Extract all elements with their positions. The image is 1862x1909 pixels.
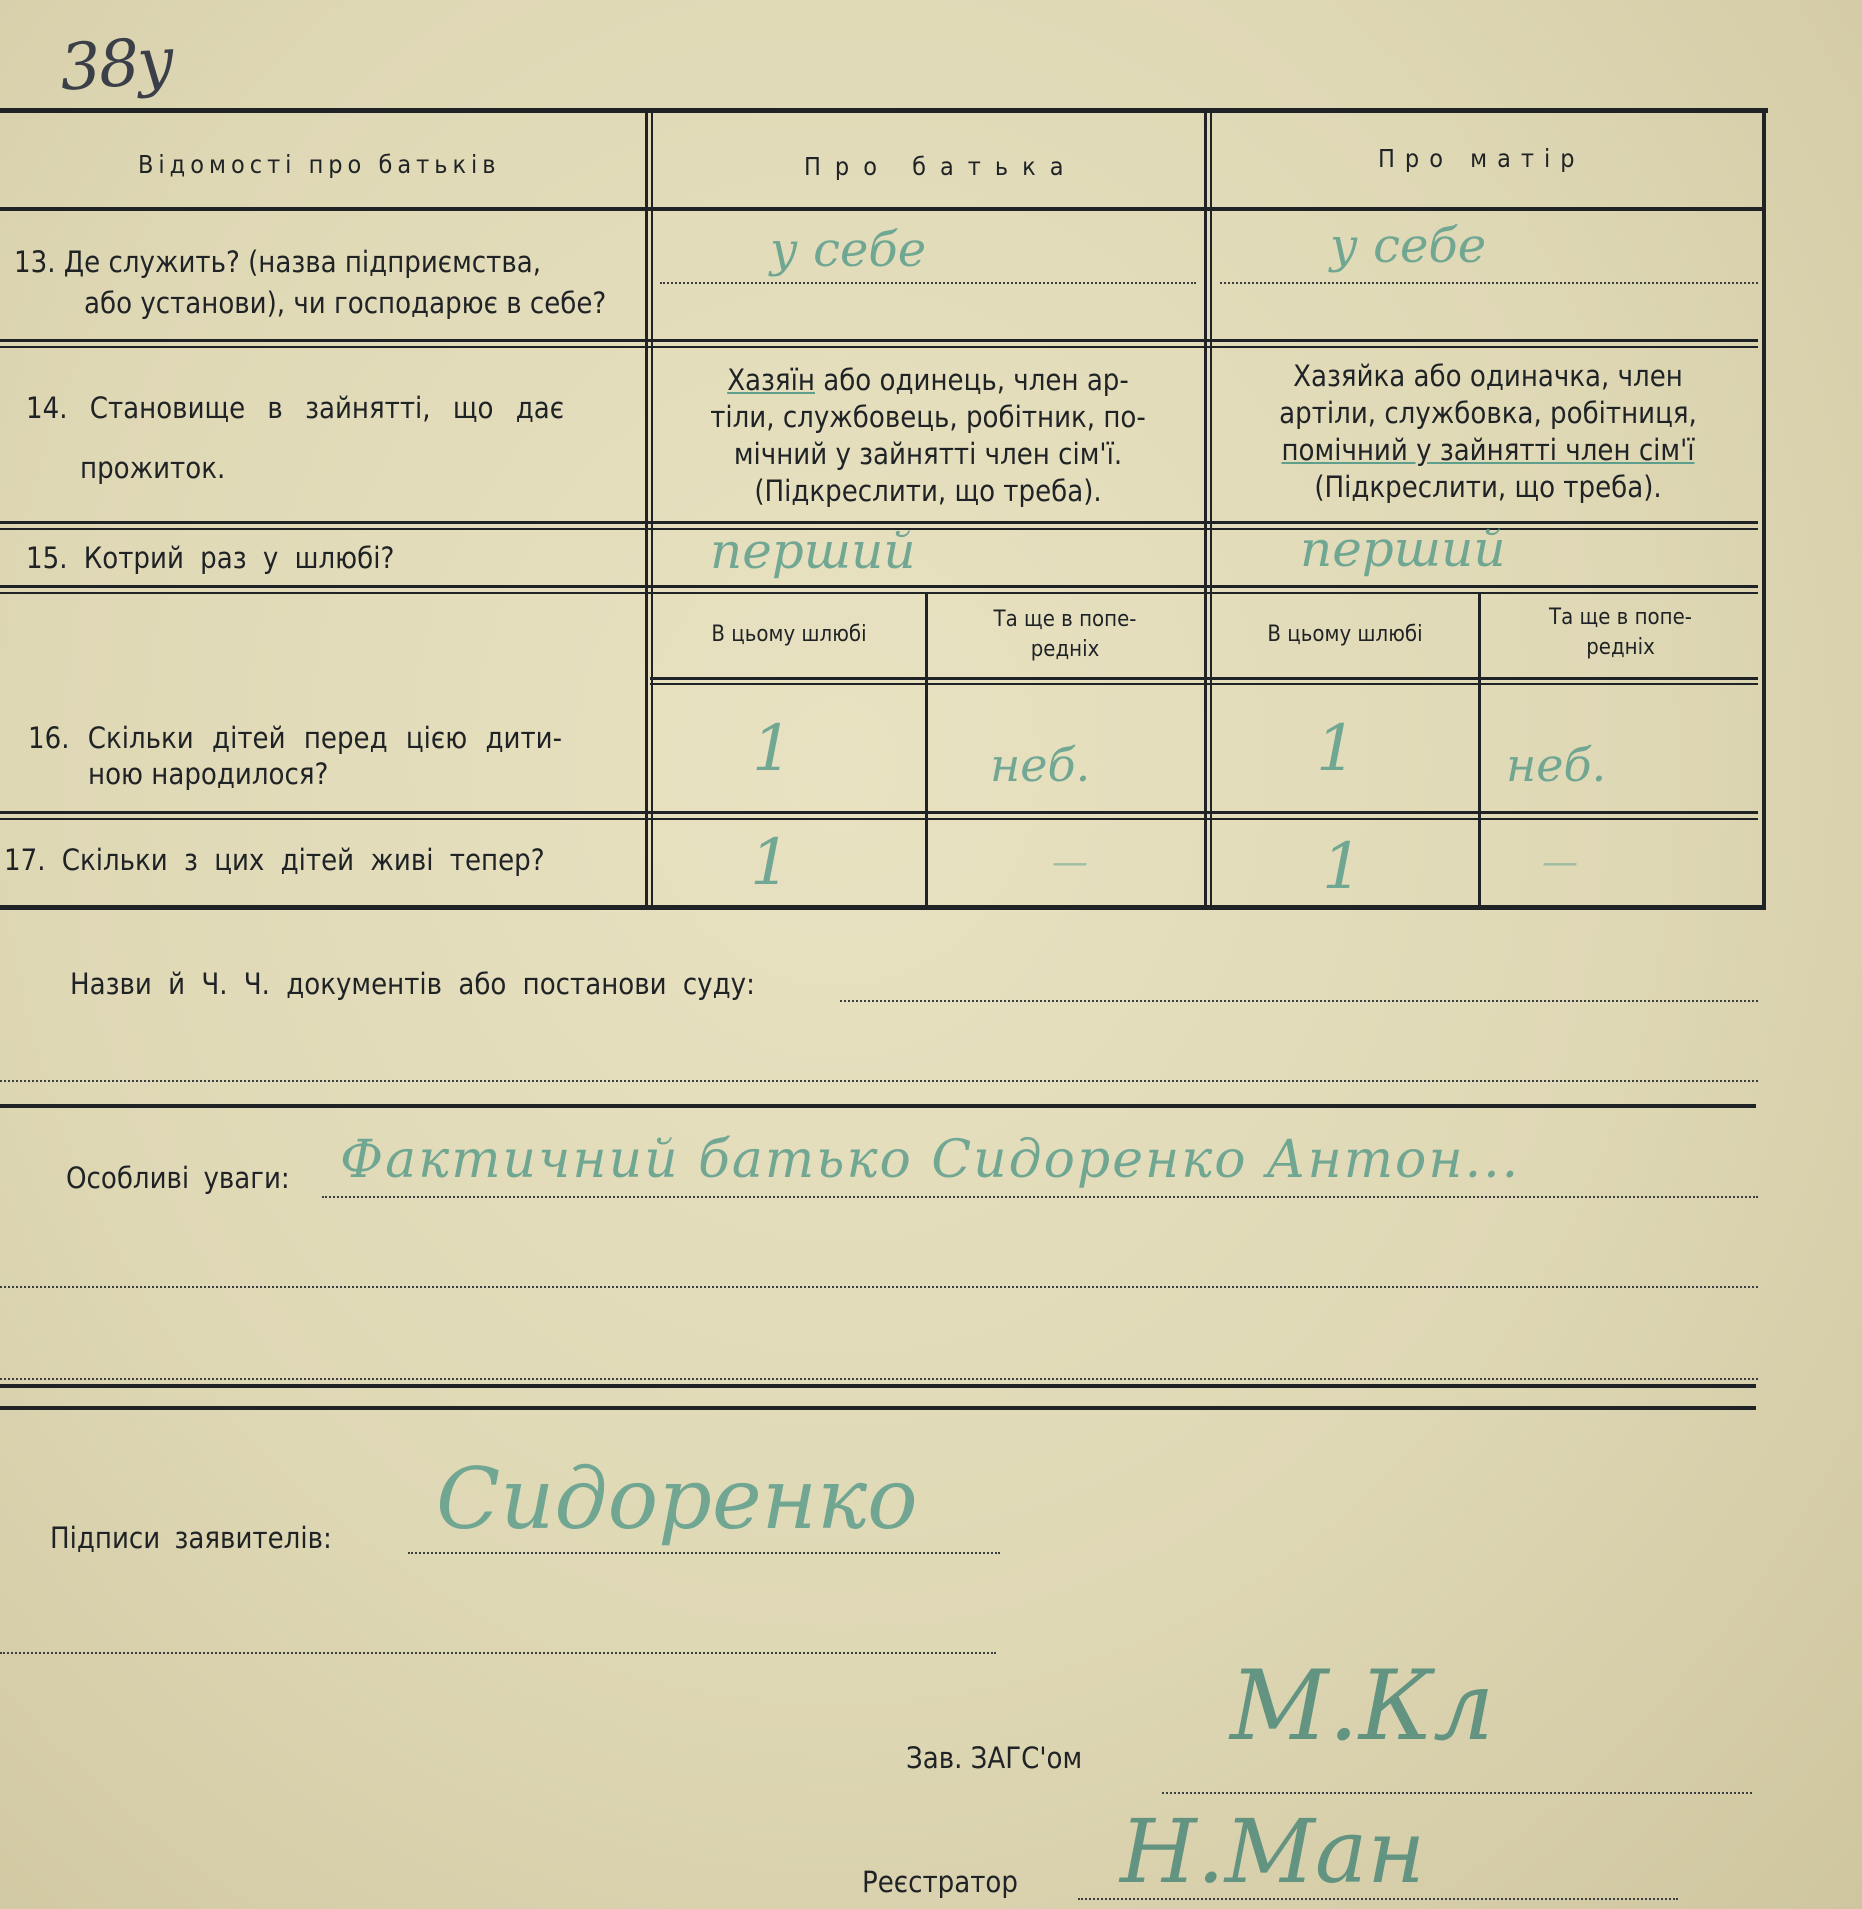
row16-bottom-rule	[0, 811, 1758, 814]
q13-father-answer: у себе	[770, 222, 927, 278]
registrar-label: Реєстратор	[862, 1865, 1018, 1899]
q16-mother-this: 1	[1316, 712, 1357, 786]
q16-label-line1: 16. Скільки дітей перед цією дити-	[28, 721, 563, 755]
q16-father-this: 1	[752, 712, 793, 786]
q14-mother-option-1[interactable]: Хазяйка або одиначка, член	[1293, 359, 1683, 393]
documents-line-1[interactable]	[840, 1000, 1758, 1002]
mother-previous-header-line2: редніх	[1586, 635, 1655, 660]
q16-label-line2: ною народилося?	[88, 757, 329, 791]
father-previous-header	[930, 605, 1200, 665]
q14-label-line2: прожиток.	[80, 451, 226, 485]
q13-father-line	[660, 282, 1196, 284]
father-previous-header-line2: редніх	[1030, 637, 1100, 662]
q14-mother-option-4: (Підкреслити, що треба).	[1314, 470, 1662, 504]
q14-father-option-4: (Підкреслити, що треба).	[754, 474, 1102, 508]
q15-mother-answer: перший	[1300, 520, 1506, 578]
col-divider-2	[1204, 110, 1207, 908]
remarks-line-2[interactable]	[0, 1286, 1758, 1288]
q15-father-answer: перший	[710, 522, 916, 580]
q17-label: 17. Скільки з цих дітей живі тепер?	[4, 843, 545, 877]
signatures-line-1[interactable]	[408, 1552, 1000, 1554]
q14-father-options	[660, 362, 1196, 510]
documents-label: Назви й Ч. Ч. документів або постанови суду:	[70, 967, 755, 1001]
q15-label: 15. Котрий раз у шлюбі?	[26, 541, 395, 575]
mother-sub-divider	[1478, 594, 1481, 908]
row13-bottom-rule-2	[0, 346, 1758, 348]
applicant-signature: Сидоренко	[436, 1450, 918, 1548]
col-divider-1b	[651, 110, 653, 908]
row15-bottom-rule-2	[0, 592, 1758, 594]
col-divider-2b	[1210, 110, 1212, 908]
q14-mother-option-2[interactable]: артіли, службовка, робітниця,	[1279, 396, 1697, 430]
remarks-value: Фактичний батько Сидоренко Антон...	[340, 1130, 1521, 1190]
q16-mother-previous: неб.	[1506, 738, 1607, 792]
table-top-rule	[0, 108, 1768, 113]
remarks-bottom-rule-2	[0, 1406, 1756, 1410]
mother-previous-header	[1483, 603, 1758, 663]
remarks-line-3[interactable]	[0, 1378, 1758, 1380]
table-right-rule	[1762, 108, 1766, 910]
header-bottom-rule	[0, 207, 1762, 211]
q14-father-option-2[interactable]: тіли, службовець, робітник, по-	[710, 400, 1146, 434]
registrar-signature: Н.Ман	[1120, 1800, 1426, 1903]
header-father: Про батька	[804, 152, 1078, 181]
q13-label-line2: або установи), чи господарює в себе?	[84, 286, 607, 320]
q17-father-this: 1	[750, 826, 791, 900]
q13-label-line1: 13. Де служить? (назва підприємства,	[14, 245, 541, 279]
father-sub-divider	[925, 594, 928, 908]
father-previous-header-line1: Та ще в попе-	[993, 607, 1137, 632]
q17-mother-this: 1	[1322, 830, 1363, 904]
registry-head-label: Зав. ЗАГС'ом	[906, 1741, 1083, 1775]
table-bottom-rule	[0, 905, 1764, 910]
remarks-bottom-rule	[0, 1384, 1756, 1388]
row13-bottom-rule	[0, 339, 1758, 342]
q14-father-option-1[interactable]: Хазяїн або одинець, член ар-	[727, 363, 1129, 397]
father-this-marriage-header: В цьому шлюбі	[711, 622, 867, 647]
signatures-label: Підписи заявителів:	[50, 1521, 332, 1555]
q16-father-previous: неб.	[990, 738, 1091, 792]
header-parents-info: Відомості про батьків	[138, 150, 501, 179]
q14-mother-options	[1218, 358, 1758, 506]
header-mother: Про матір	[1378, 144, 1585, 173]
q17-father-previous: —	[1052, 842, 1088, 883]
q14-father-option-3[interactable]: мічний у зайнятті член сім'ї.	[733, 437, 1123, 471]
remarks-label: Особливі уваги:	[66, 1161, 290, 1195]
documents-bottom-rule	[0, 1104, 1756, 1108]
registry-head-line[interactable]	[1162, 1792, 1752, 1794]
q14-mother-option-3[interactable]: помічний у зайнятті член сім'ї	[1281, 433, 1695, 467]
q14-label-line1: 14. Становище в зайнятті, що дає	[26, 391, 565, 425]
registry-head-signature: М.Кл	[1230, 1650, 1495, 1762]
remarks-line-1[interactable]	[322, 1196, 1758, 1198]
documents-line-2[interactable]	[0, 1080, 1758, 1082]
q13-mother-line	[1220, 282, 1758, 284]
row16-bottom-rule-2	[0, 818, 1758, 820]
q13-mother-answer: у себе	[1330, 218, 1487, 274]
col-divider-1	[645, 110, 648, 908]
row15-bottom-rule	[0, 585, 1758, 588]
signatures-line-2[interactable]	[0, 1652, 996, 1654]
q17-mother-previous: —	[1542, 842, 1578, 883]
mother-this-marriage-header: В цьому шлюбі	[1267, 622, 1423, 647]
mother-previous-header-line1: Та ще в попе-	[1549, 605, 1692, 630]
page-number: 38у	[57, 24, 176, 106]
